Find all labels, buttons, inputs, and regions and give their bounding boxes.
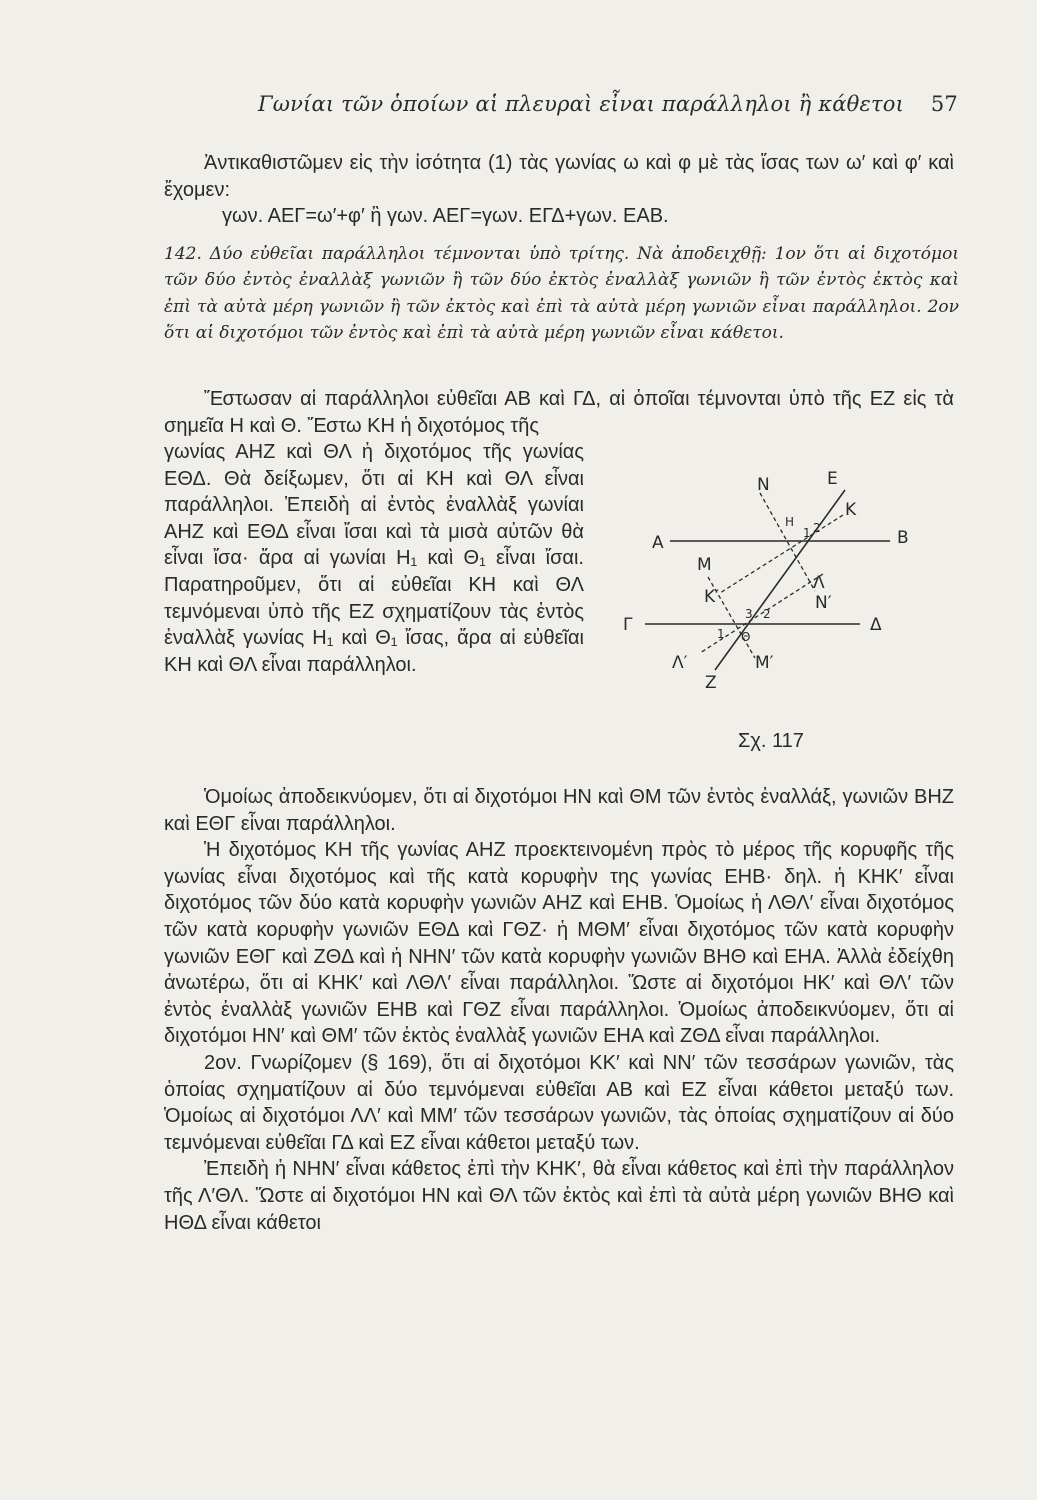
intro-equation: γων. ΑΕΓ=ω′+φ′ ἢ γων. ΑΕΓ=γων. ΕΓΔ+γων. ΕΑΒ. — [222, 205, 669, 228]
label-n: Ν — [757, 475, 770, 495]
theorem-number: 142. — [164, 244, 202, 264]
intro-line: Ἀντικαθιστῶμεν εἰς τὴν ἰσότητα (1) τὰς γωνίας ω καὶ φ μὲ τὰς ἴσας των ω′ καὶ φ′ καὶ ἔχομεν: — [164, 152, 954, 201]
label-mp: Μ′ — [755, 653, 774, 673]
label-one-th: 1 — [717, 627, 725, 641]
label-g: Γ — [623, 615, 633, 635]
label-k: Κ — [845, 500, 857, 520]
label-m: Μ — [697, 555, 712, 575]
proof-paragraph: γωνίας ΑΗΖ καὶ ΘΛ ἡ διχοτόμος τῆς γωνίας ΕΘΔ. Θὰ δείξωμεν, ὅτι αἱ ΚΗ καὶ ΘΛ εἶναι παράλληλοι. Ἐπειδὴ αἱ ἐντὸς ἐναλλὰξ γωνίαι ΑΗΖ καὶ ΕΘΔ εἶναι ἴσαι καὶ τὰ μισὰ αὐτῶν θὰ εἶναι ἴσα· ἄρα αἱ γωνίαι Η₁ καὶ Θ₁ εἶναι ἴσαι. Παρατηροῦμεν, ὅτι αἱ εὐθεῖαι ΚΗ καὶ ΘΛ τεμνόμεναι ὑπὸ τῆς ΕΖ σχηματίζουν τὰς ἐντὸς ἐναλλὰξ γωνίας Η₁ καὶ Θ₁ ἴσας, ἄρα αἱ εὐθεῖαι ΚΗ καὶ ΘΛ εἶναι παράλληλοι. — [164, 441, 584, 676]
figure-caption: Σχ. 117 — [738, 730, 804, 752]
label-e: Ε — [827, 469, 838, 489]
theorem-statement: Δύο εὐθεῖαι παράλληλοι τέμνονται ὑπὸ τρίτης. Νὰ ἀποδειχθῇ: 1ον ὅτι αἱ διχοτόμοι τῶν δύο ἐντὸς ἐναλλὰξ γωνιῶν ἢ τῶν δύο ἐκτὸς ἐναλλὰξ γωνιῶν ἢ τῶν ἐντὸς ἐκτὸς καὶ ἐπὶ τὰ αὐτὰ μέρη γωνιῶν ἢ τῶν ἐκτὸς καὶ ἐπὶ τὰ αὐτὰ μέρη γωνιῶν εἶναι παράλληλοι. 2ον ὅτι αἱ διχοτόμοι τῶν ἐντὸς καὶ ἐπὶ τὰ αὐτὰ μέρη γωνιῶν εἶναι κάθετοι. — [164, 244, 959, 343]
running-header — [258, 92, 958, 116]
paragraph-3: 2ον. Γνωρίζομεν (§ 169), ὅτι αἱ διχοτόμοι ΚΚ′ καὶ ΝΝ′ τῶν τεσσάρων γωνιῶν, τὰς ὁποίας σχηματίζουν αἱ δύο τεμνόμεναι εὐθεῖαι ΑΒ καὶ ΕΖ εἶναι κάθετοι μεταξύ των. Ὁμοίως αἱ διχοτόμοι ΛΛ′ καὶ ΜΜ′ τῶν τεσσάρων γωνιῶν, τὰς ὁποίας σχηματίζουν αἱ δύο τεμνόμεναι εὐθεῖαι ΓΔ καὶ ΕΖ εἶναι κάθετοι μεταξύ των. — [164, 1051, 954, 1154]
bisector-ll — [700, 574, 823, 653]
label-kp: Κ′ — [704, 587, 720, 607]
label-d: Δ — [870, 615, 882, 635]
label-lp: Λ′ — [672, 653, 688, 673]
intro-block — [164, 150, 954, 230]
page-number: 57 — [930, 92, 958, 116]
label-th: Θ — [741, 630, 751, 644]
theorem-142 — [164, 241, 959, 346]
label-np: Ν′ — [815, 593, 832, 613]
lower-paragraphs — [164, 784, 954, 1236]
paragraph-1: Ὁμοίως ἀποδεικνύομεν, ὅτι αἱ διχοτόμοι ΗΝ καὶ ΘΜ τῶν ἐντὸς ἐναλλάξ, γωνιῶν ΒΗΖ καὶ ΕΘΓ εἶναι παράλληλοι. — [164, 786, 954, 835]
setup-paragraph: Ἔστωσαν αἱ παράλληλοι εὐθεῖαι ΑΒ καὶ ΓΔ, αἱ ὁποῖαι τέμνονται ὑπὸ τῆς ΕΖ εἰς τὰ σημεῖα Η καὶ Θ. Ἔστω ΚΗ ἡ διχοτόμος τῆς — [164, 388, 954, 437]
label-l: Λ — [813, 573, 825, 593]
setup-block — [164, 386, 954, 439]
label-a: Α — [652, 533, 664, 553]
paragraph-4: Ἐπειδὴ ἡ ΝΗΝ′ εἶναι κάθετος ἐπὶ τὴν ΚΗΚ′, θὰ εἶναι κάθετος καὶ ἐπὶ τὴν παράλληλον τῆς Λ′ΘΛ. Ὥστε αἱ διχοτόμοι ΗΝ καὶ ΘΛ τῶν ἐκτὸς καὶ ἐπὶ τὰ αὐτὰ μέρη γωνιῶν ΒΗΘ καὶ ΗΘΔ εἶναι κάθετοι — [164, 1158, 954, 1234]
figure-117 — [605, 460, 935, 690]
line-ez — [715, 490, 845, 670]
header-title: Γωνίαι τῶν ὁποίων αἱ πλευραὶ εἶναι παράλληλοι ἢ κάθετοι — [258, 92, 905, 116]
label-z: Ζ — [705, 673, 717, 690]
label-h: Η — [785, 515, 795, 529]
label-b: Β — [897, 528, 909, 548]
label-two-th: 2 — [763, 607, 771, 621]
label-three-th: 3 — [745, 607, 753, 621]
paragraph-2: Ἡ διχοτόμος ΚΗ τῆς γωνίας ΑΗΖ προεκτεινομένη πρὸς τὸ μέρος τῆς κορυφῆς τῆς γωνίας εἶναι διχοτόμος καὶ τῆς κατὰ κορυφὴν της γωνίας ΕΗΒ· δηλ. ἡ ΚΗΚ′ εἶναι διχοτόμος τῶν δύο κατὰ κορυφὴν γωνιῶν ΑΗΖ καὶ ΕΗΒ. Ὁμοίως ἡ ΛΘΛ′ εἶναι διχοτόμος τῶν κατὰ κορυφὴν γωνιῶν ΕΘΔ καὶ ΓΘΖ· ἡ ΜΘΜ′ εἶναι διχοτόμος τῶν κατὰ κορυφὴν γωνιῶν ΕΘΓ καὶ ΖΘΔ καὶ ἡ ΝΗΝ′ τῶν κατὰ κορυφὴν γωνιῶν ΒΗΘ καὶ ΕΗΑ. Ἀλλὰ ἐδείχθη ἀνωτέρω, ὅτι αἱ ΚΗΚ′ καὶ ΛΘΛ′ εἶναι παράλληλοι. Ὥστε αἱ διχοτόμοι ΗΚ′ καὶ ΘΛ′ τῶν ἐντὸς ἐναλλὰξ γωνιῶν ΕΗΒ καὶ ΓΘΖ εἶναι παράλληλοι. Ὁμοίως ἀποδεικνύομεν, ὅτι αἱ διχοτόμοι ΗΝ′ καὶ ΘΜ′ τῶν ἐκτὸς ἐναλλὰξ γωνιῶν ΕΗΑ καὶ ΖΘΔ εἶναι παράλληλοι. — [164, 839, 954, 1048]
proof-wrap-text — [164, 439, 584, 678]
label-two-h: 2 — [813, 521, 821, 535]
label-one-h: 1 — [803, 526, 811, 540]
